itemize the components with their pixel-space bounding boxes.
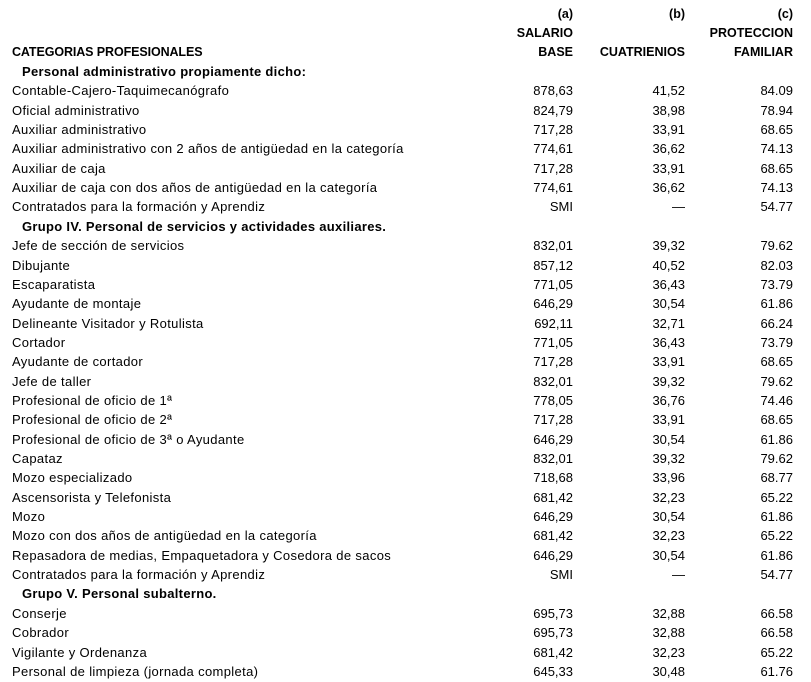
table-row	[0, 410, 811, 429]
col-c-letter: (c)	[777, 7, 793, 21]
salario-base-value: 717,28	[533, 412, 573, 428]
cuatrienios-value: 33,91	[652, 122, 685, 138]
proteccion-familiar-value: 79.62	[760, 451, 793, 466]
table-row	[0, 236, 811, 255]
table-row	[0, 120, 811, 139]
salario-base-value: 695,73	[533, 605, 573, 621]
table-row	[0, 604, 811, 623]
category-name: Profesional de oficio de 2ª	[12, 412, 173, 428]
table-row	[0, 159, 811, 178]
category-name: Oficial administrativo	[12, 102, 140, 118]
proteccion-familiar-value: 68.65	[760, 160, 793, 176]
header-letters-row	[0, 5, 811, 24]
cuatrienios-value: 33,91	[652, 160, 685, 176]
table-row	[0, 314, 811, 333]
category-name: Cobrador	[12, 625, 69, 641]
proteccion-familiar-value: 74.13	[760, 141, 793, 157]
salario-base-value: 878,63	[533, 83, 573, 99]
section-header-row	[0, 584, 811, 603]
cuatrienios-value: 32,23	[652, 489, 685, 505]
salario-base-value: 681,42	[533, 644, 573, 660]
salario-base-value: 718,68	[533, 470, 573, 486]
proteccion-familiar-value: 73.79	[760, 276, 793, 292]
salario-base-value: SMI	[549, 199, 573, 215]
category-name: Ayudante de cortador	[12, 354, 144, 370]
table-row	[0, 333, 811, 352]
proteccion-familiar-value: 61.86	[760, 296, 793, 312]
header-line-3	[0, 43, 811, 62]
header-line-2	[0, 24, 811, 43]
proteccion-familiar-value: 66.58	[760, 605, 793, 621]
salario-base-value: 717,28	[533, 122, 573, 138]
table-row	[0, 643, 811, 662]
salario-base-value: 646,29	[533, 509, 573, 525]
cuatrienios-value: 36,76	[652, 392, 685, 408]
proteccion-familiar-value: 61.76	[760, 663, 793, 679]
section-title: Grupo V. Personal subalterno.	[22, 586, 217, 602]
cuatrienios-value: 32,88	[652, 625, 685, 641]
category-name: Contratados para la formación y Aprendiz	[12, 199, 266, 215]
table-row	[0, 565, 811, 584]
col-b-header: CUATRIENIOS	[599, 45, 685, 59]
salario-base-value: 778,05	[533, 392, 573, 408]
proteccion-familiar-value: 54.77	[760, 199, 793, 215]
salario-base-value: 832,01	[533, 373, 573, 389]
table-row	[0, 101, 811, 120]
proteccion-familiar-value: 68.65	[760, 122, 793, 138]
cuatrienios-value: 36,43	[652, 276, 685, 292]
table-row	[0, 294, 811, 313]
table-row	[0, 662, 811, 681]
cuatrienios-value: 32,23	[652, 528, 685, 544]
proteccion-familiar-value: 74.13	[760, 180, 793, 196]
cuatrienios-value: 30,48	[652, 663, 685, 679]
cuatrienios-value: 40,52	[652, 257, 685, 273]
category-name: Auxiliar de caja con dos años de antigüedad en la categoría	[12, 180, 378, 196]
proteccion-familiar-value: 61.86	[760, 547, 793, 563]
table-row	[0, 526, 811, 545]
table-row	[0, 430, 811, 449]
category-name: Cortador	[12, 334, 66, 350]
table-row	[0, 352, 811, 371]
category-name: Conserje	[12, 605, 67, 621]
category-name: Ascensorista y Telefonista	[12, 489, 172, 505]
col-c-header-line1: PROTECCION	[709, 26, 793, 40]
salario-base-value: 832,01	[533, 238, 573, 254]
table-row	[0, 546, 811, 565]
table-row	[0, 81, 811, 100]
salario-base-value: 692,11	[534, 315, 573, 331]
cuatrienios-value: 33,91	[652, 354, 685, 370]
salario-base-value: 681,42	[533, 489, 573, 505]
cuatrienios-value: 32,23	[652, 644, 685, 660]
category-name: Mozo con dos años de antigüedad en la categoría	[12, 528, 317, 544]
table-row	[0, 256, 811, 275]
col-c-header-line2: FAMILIAR	[733, 45, 793, 59]
category-column-header: CATEGORIAS PROFESIONALES	[12, 45, 203, 59]
cuatrienios-value: —	[672, 567, 685, 583]
table-row	[0, 372, 811, 391]
table-row	[0, 623, 811, 642]
salario-base-value: 646,29	[533, 547, 573, 563]
proteccion-familiar-value: 78.94	[760, 102, 793, 118]
proteccion-familiar-value: 82.03	[760, 257, 793, 273]
salario-base-value: 857,12	[533, 257, 573, 273]
cuatrienios-value: —	[672, 199, 685, 215]
salario-base-value: 681,42	[533, 528, 573, 544]
category-name: Auxiliar administrativo con 2 años de antigüedad en la categoría	[12, 141, 404, 157]
col-b-letter: (b)	[669, 7, 685, 21]
col-a-letter: (a)	[557, 7, 573, 21]
category-name: Jefe de sección de servicios	[12, 238, 185, 254]
proteccion-familiar-value: 61.86	[760, 431, 793, 447]
cuatrienios-value: 36,43	[652, 334, 685, 350]
section-title: Personal administrativo propiamente dicho:	[22, 64, 307, 79]
proteccion-familiar-value: 84.09	[760, 83, 793, 99]
table-row	[0, 139, 811, 158]
cuatrienios-value: 36,62	[652, 141, 685, 157]
proteccion-familiar-value: 65.22	[760, 644, 793, 660]
salario-base-value: 771,05	[533, 276, 573, 292]
salario-base-value: 717,28	[533, 354, 573, 370]
salario-base-value: 771,05	[533, 334, 573, 350]
salario-base-value: 645,33	[533, 663, 573, 679]
salario-base-value: SMI	[549, 567, 573, 583]
table-row	[0, 488, 811, 507]
section-header-row	[0, 62, 811, 81]
cuatrienios-value: 30,54	[652, 296, 685, 312]
proteccion-familiar-value: 68.65	[760, 412, 793, 428]
category-name: Mozo especializado	[12, 470, 133, 486]
col-a-header-line1: SALARIO	[516, 26, 573, 40]
category-name: Auxiliar de caja	[12, 160, 106, 176]
cuatrienios-value: 39,32	[652, 238, 685, 254]
category-name: Ayudante de montaje	[12, 296, 142, 312]
table-row	[0, 507, 811, 526]
category-name: Delineante Visitador y Rotulista	[12, 315, 204, 331]
category-name: Contable-Cajero-Taquimecanógrafo	[12, 83, 230, 99]
proteccion-familiar-value: 74.46	[760, 392, 793, 408]
category-name: Vigilante y Ordenanza	[12, 644, 148, 660]
category-name: Contratados para la formación y Aprendiz	[12, 567, 266, 583]
cuatrienios-value: 32,88	[652, 605, 685, 621]
proteccion-familiar-value: 61.86	[760, 509, 793, 525]
table-row	[0, 275, 811, 294]
salario-base-value: 774,61	[533, 180, 573, 196]
proteccion-familiar-value: 79.62	[760, 238, 793, 254]
salario-base-value: 832,01	[533, 451, 573, 466]
cuatrienios-value: 33,96	[652, 470, 685, 486]
salario-base-value: 717,28	[533, 160, 573, 176]
cuatrienios-value: 32,71	[652, 315, 685, 331]
cuatrienios-value: 30,54	[652, 547, 685, 563]
cuatrienios-value: 38,98	[652, 102, 685, 118]
table-row	[0, 468, 811, 487]
cuatrienios-value: 36,62	[652, 180, 685, 196]
category-name: Repasadora de medias, Empaquetadora y Cosedora de sacos	[12, 547, 392, 563]
category-name: Auxiliar administrativo	[12, 122, 147, 138]
category-name: Dibujante	[12, 257, 71, 273]
salario-base-value: 774,61	[533, 141, 573, 157]
category-name: Profesional de oficio de 1ª	[12, 392, 173, 408]
proteccion-familiar-value: 73.79	[760, 334, 793, 350]
proteccion-familiar-value: 65.22	[760, 489, 793, 505]
cuatrienios-value: 33,91	[652, 412, 685, 428]
category-name: Escaparatista	[12, 276, 96, 292]
table-row	[0, 449, 811, 468]
cuatrienios-value: 41,52	[652, 83, 685, 99]
proteccion-familiar-value: 68.65	[760, 354, 793, 370]
salario-base-value: 646,29	[533, 296, 573, 312]
proteccion-familiar-value: 79.62	[760, 373, 793, 389]
col-a-header-line2: BASE	[538, 45, 573, 59]
category-name: Personal de limpieza (jornada completa)	[12, 663, 259, 679]
cuatrienios-value: 30,54	[652, 509, 685, 525]
proteccion-familiar-value: 66.58	[760, 625, 793, 641]
proteccion-familiar-value: 54.77	[760, 567, 793, 583]
category-name: Profesional de oficio de 3ª o Ayudante	[12, 431, 245, 447]
table-row	[0, 391, 811, 410]
cuatrienios-value: 30,54	[652, 431, 685, 447]
salario-base-value: 695,73	[533, 625, 573, 641]
section-title: Grupo IV. Personal de servicios y actividades auxiliares.	[22, 218, 387, 234]
cuatrienios-value: 39,32	[652, 373, 685, 389]
category-name: Mozo	[12, 509, 46, 525]
proteccion-familiar-value: 68.77	[760, 470, 793, 486]
section-header-row	[0, 217, 811, 236]
salario-base-value: 646,29	[533, 431, 573, 447]
salario-base-value: 824,79	[533, 102, 573, 118]
table-row	[0, 197, 811, 216]
cuatrienios-value: 39,32	[652, 451, 685, 466]
proteccion-familiar-value: 66.24	[760, 315, 793, 331]
table-row	[0, 178, 811, 197]
proteccion-familiar-value: 65.22	[760, 528, 793, 544]
category-name: Jefe de taller	[12, 373, 92, 389]
category-name: Capataz	[12, 451, 63, 466]
